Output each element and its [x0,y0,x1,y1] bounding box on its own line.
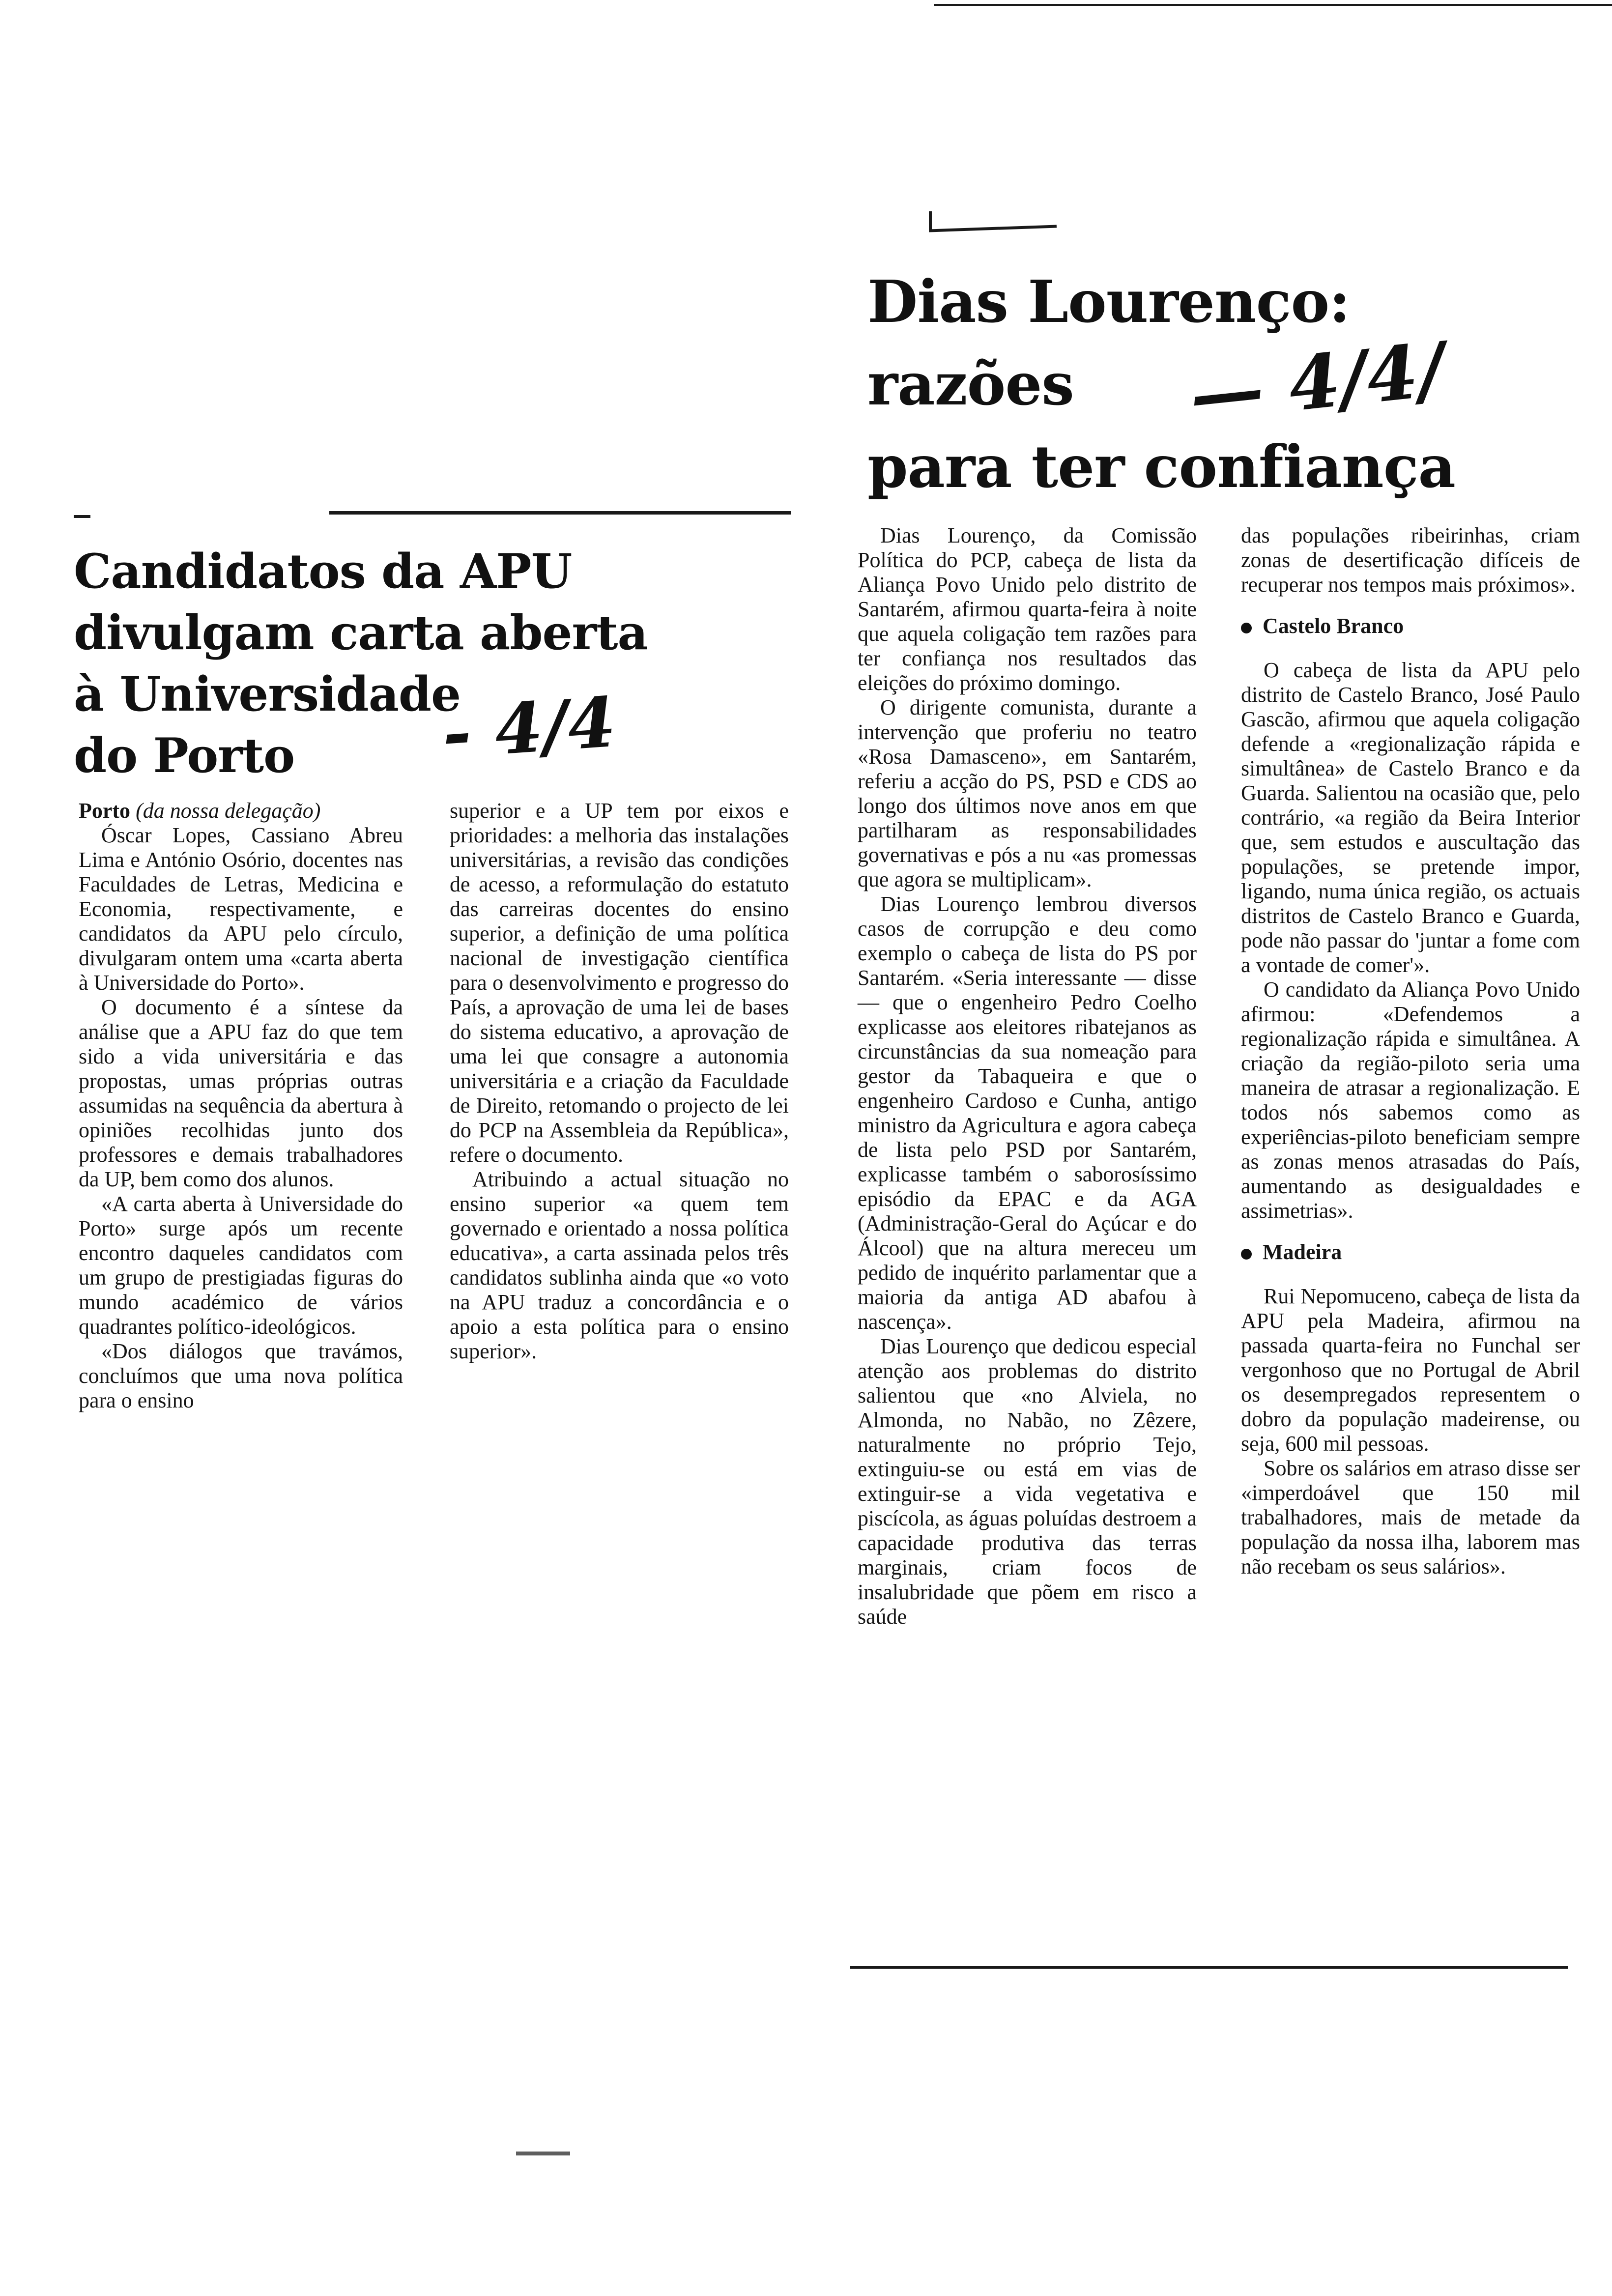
right-handwritten-date: — 4/4/ [1185,326,1449,439]
left-headline-dash [74,515,90,518]
check-mark-stem [929,211,932,230]
col1-para-4: «Dos diálogos que travámos, concluímos que uma nova política para o ensino [79,1339,403,1412]
right-headline-line-1: Dias Lourenço: [867,267,1350,336]
byline-place: Porto [79,799,131,823]
section-castelo-branco-title: Castelo Branco [1263,614,1404,638]
left-headline-rule [329,511,791,515]
right-article-bottom-rule [850,1966,1568,1969]
left-handwritten-date: - 4/4 [439,682,619,775]
col1-para-1: Óscar Lopes, Cassiano Abreu Lima e António Osório, docentes nas Faculdades de Letras, Medicina e Economia, respectivamente, e candidatos da APU pelo círculo, divulgaram ontem uma «carta aberta à Universidade do Porto». [79,823,403,995]
left-column-1 [79,799,403,1413]
bullet-icon [1241,623,1252,633]
section-castelo-branco [1241,614,1580,638]
left-headline-line-2: divulgam carta aberta [74,605,648,660]
left-column-2 [450,799,789,1364]
madeira-para-2: Sobre os salários em atraso disse ser «imperdoável que 150 mil trabalhadores, mais de metade da população da nossa ilha, laborem mas não recebam os seus salários». [1241,1456,1580,1578]
col2-para-2: Atribuindo a actual situação no ensino superior «a quem tem governado e orientado a nossa política educativa», a carta assinada pelos três candidatos sublinha ainda que «o voto na APU traduz a concordância e o apoio a esta política para o ensino superior». [450,1167,789,1363]
col3-para-1: Dias Lourenço, da Comissão Política do PCP, cabeça de lista da Aliança Povo Unido pelo distrito de Santarém, afirmou quarta-feira à noite que aquela coligação tem razões para ter confiança nos resultados das eleições do próximo domingo. [858,523,1197,695]
col3-para-3: Dias Lourenço lembrou diversos casos de corrupção e deu como exemplo o cabeça de lista do PS por Santarém. «Seria interessante — disse — que o engenheiro Pedro Coelho explicasse aos eleitores ribatejanos as circunstâncias da sua nomeação para gestor da Tabaqueira e que o engenheiro Cardoso e Cunha, antigo ministro da Agricultura e agora cabeça de lista pelo PSD por Santarém, explicasse também o saborosíssimo episódio da EPAC e da AGA (Administração-Geral do Açúcar e do Álcool) que na altura mereceu um pedido de inquérito parlamentar que a maioria da antiga AD abafou à nascença». [858,892,1197,1334]
col3-para-4: Dias Lourenço que dedicou especial atenção aos problemas do distrito salientou que «no Alviela, no Almonda, no Nabão, no Zêzere, naturalmente no próprio Tejo, extinguiu-se ou está em vias de extinguir-se a vida vegetativa e piscícola, as águas poluídas destroem a capacidade produtiva das terras marginais, criam focos de insalubridade que põem em risco a saúde [858,1334,1197,1629]
bullet-icon [1241,1249,1252,1260]
scan-mark [516,2152,570,2155]
right-column-4 [1241,523,1580,1579]
madeira-para-1: Rui Nepomuceno, cabeça de lista da APU pela Madeira, afirmou na passada quarta-feira no Funchal ser vergonhoso que no Portugal de Abril os desempregados representem o dobro da população madeirense, ou seja, 600 mil pessoas. [1241,1284,1580,1456]
castelo-para-1: O cabeça de lista da APU pelo distrito de Castelo Branco, José Paulo Gascão, afirmou que aquela coligação defende a «regionalização rápida e simultânea» de Castelo Branco e da Guarda. Salientou na ocasião que, pelo contrário, «a região da Beira Interior que, sem estudos e auscultação das populações, se pretende impor, ligando, numa única região, os actuais distritos de Castelo Branco e Guarda, pode não passar do 'juntar a fome com a vontade de comer'». [1241,658,1580,977]
col1-para-2: O documento é a síntese da análise que a APU faz do que tem sido a vida universitária e das propostas, umas próprias outras assumidas na sequência da abertura à opiniões recolhidas junto dos professores e demais trabalhadores da UP, bem como dos alunos. [79,995,403,1191]
left-headline-line-1: Candidatos da APU [74,544,572,599]
col3-para-2: O dirigente comunista, durante a intervenção que proferiu no teatro «Rosa Damasceno», em Santarém, referiu a acção do PS, PSD e CDS ao longo dos últimos nove anos em que partilharam as responsabilidades governativas e pós a nu «as promessas que agora se multiplicam». [858,695,1197,891]
left-headline-line-4: do Porto [74,728,295,783]
top-rule [934,4,1612,6]
right-headline-line-3: para ter confiança [867,432,1455,501]
col4-intro: das populações ribeirinhas, criam zonas de desertificação difíceis de recuperar nos tempos mais próximos». [1241,523,1580,597]
castelo-para-2: O candidato da Aliança Povo Unido afirmou: «Defendemos a regionalização rápida e simultânea. A criação da região-piloto seria uma maneira de atrasar a regionalização. E todos nós sabemos como as experiências-piloto beneficiam sempre as zonas menos atrasadas do País, aumentando as desigualdades e assimetrias». [1241,977,1580,1223]
section-madeira-title: Madeira [1263,1240,1342,1264]
col2-para-1: superior e a UP tem por eixos e prioridades: a melhoria das instalações universitárias, a revisão das condições de acesso, a reformulação do estatuto das carreiras docentes do ensino superior, a definição de uma política nacional de investigação científica para o desenvolvimento e progresso do País, a aprovação de uma lei de bases do sistema educativo, a aprovação de uma lei que consagre a autonomia universitária e a criação da Faculdade de Direito, retomando o projecto de lei do PCP na Assembleia da República», refere o documento. [450,799,789,1167]
byline-paren: (da nossa delegação) [136,799,321,823]
right-column-3 [858,523,1197,1629]
col1-para-3: «A carta aberta à Universidade do Porto» surge após um recente encontro daqueles candidatos com um grupo de prestigiadas figuras do mundo académico de vários quadrantes político-ideológicos. [79,1192,403,1339]
left-headline-line-3: à Universidade [74,666,461,722]
section-madeira [1241,1240,1580,1264]
check-mark [929,225,1057,232]
right-headline-line-2: razões [867,350,1074,418]
byline [79,799,403,823]
